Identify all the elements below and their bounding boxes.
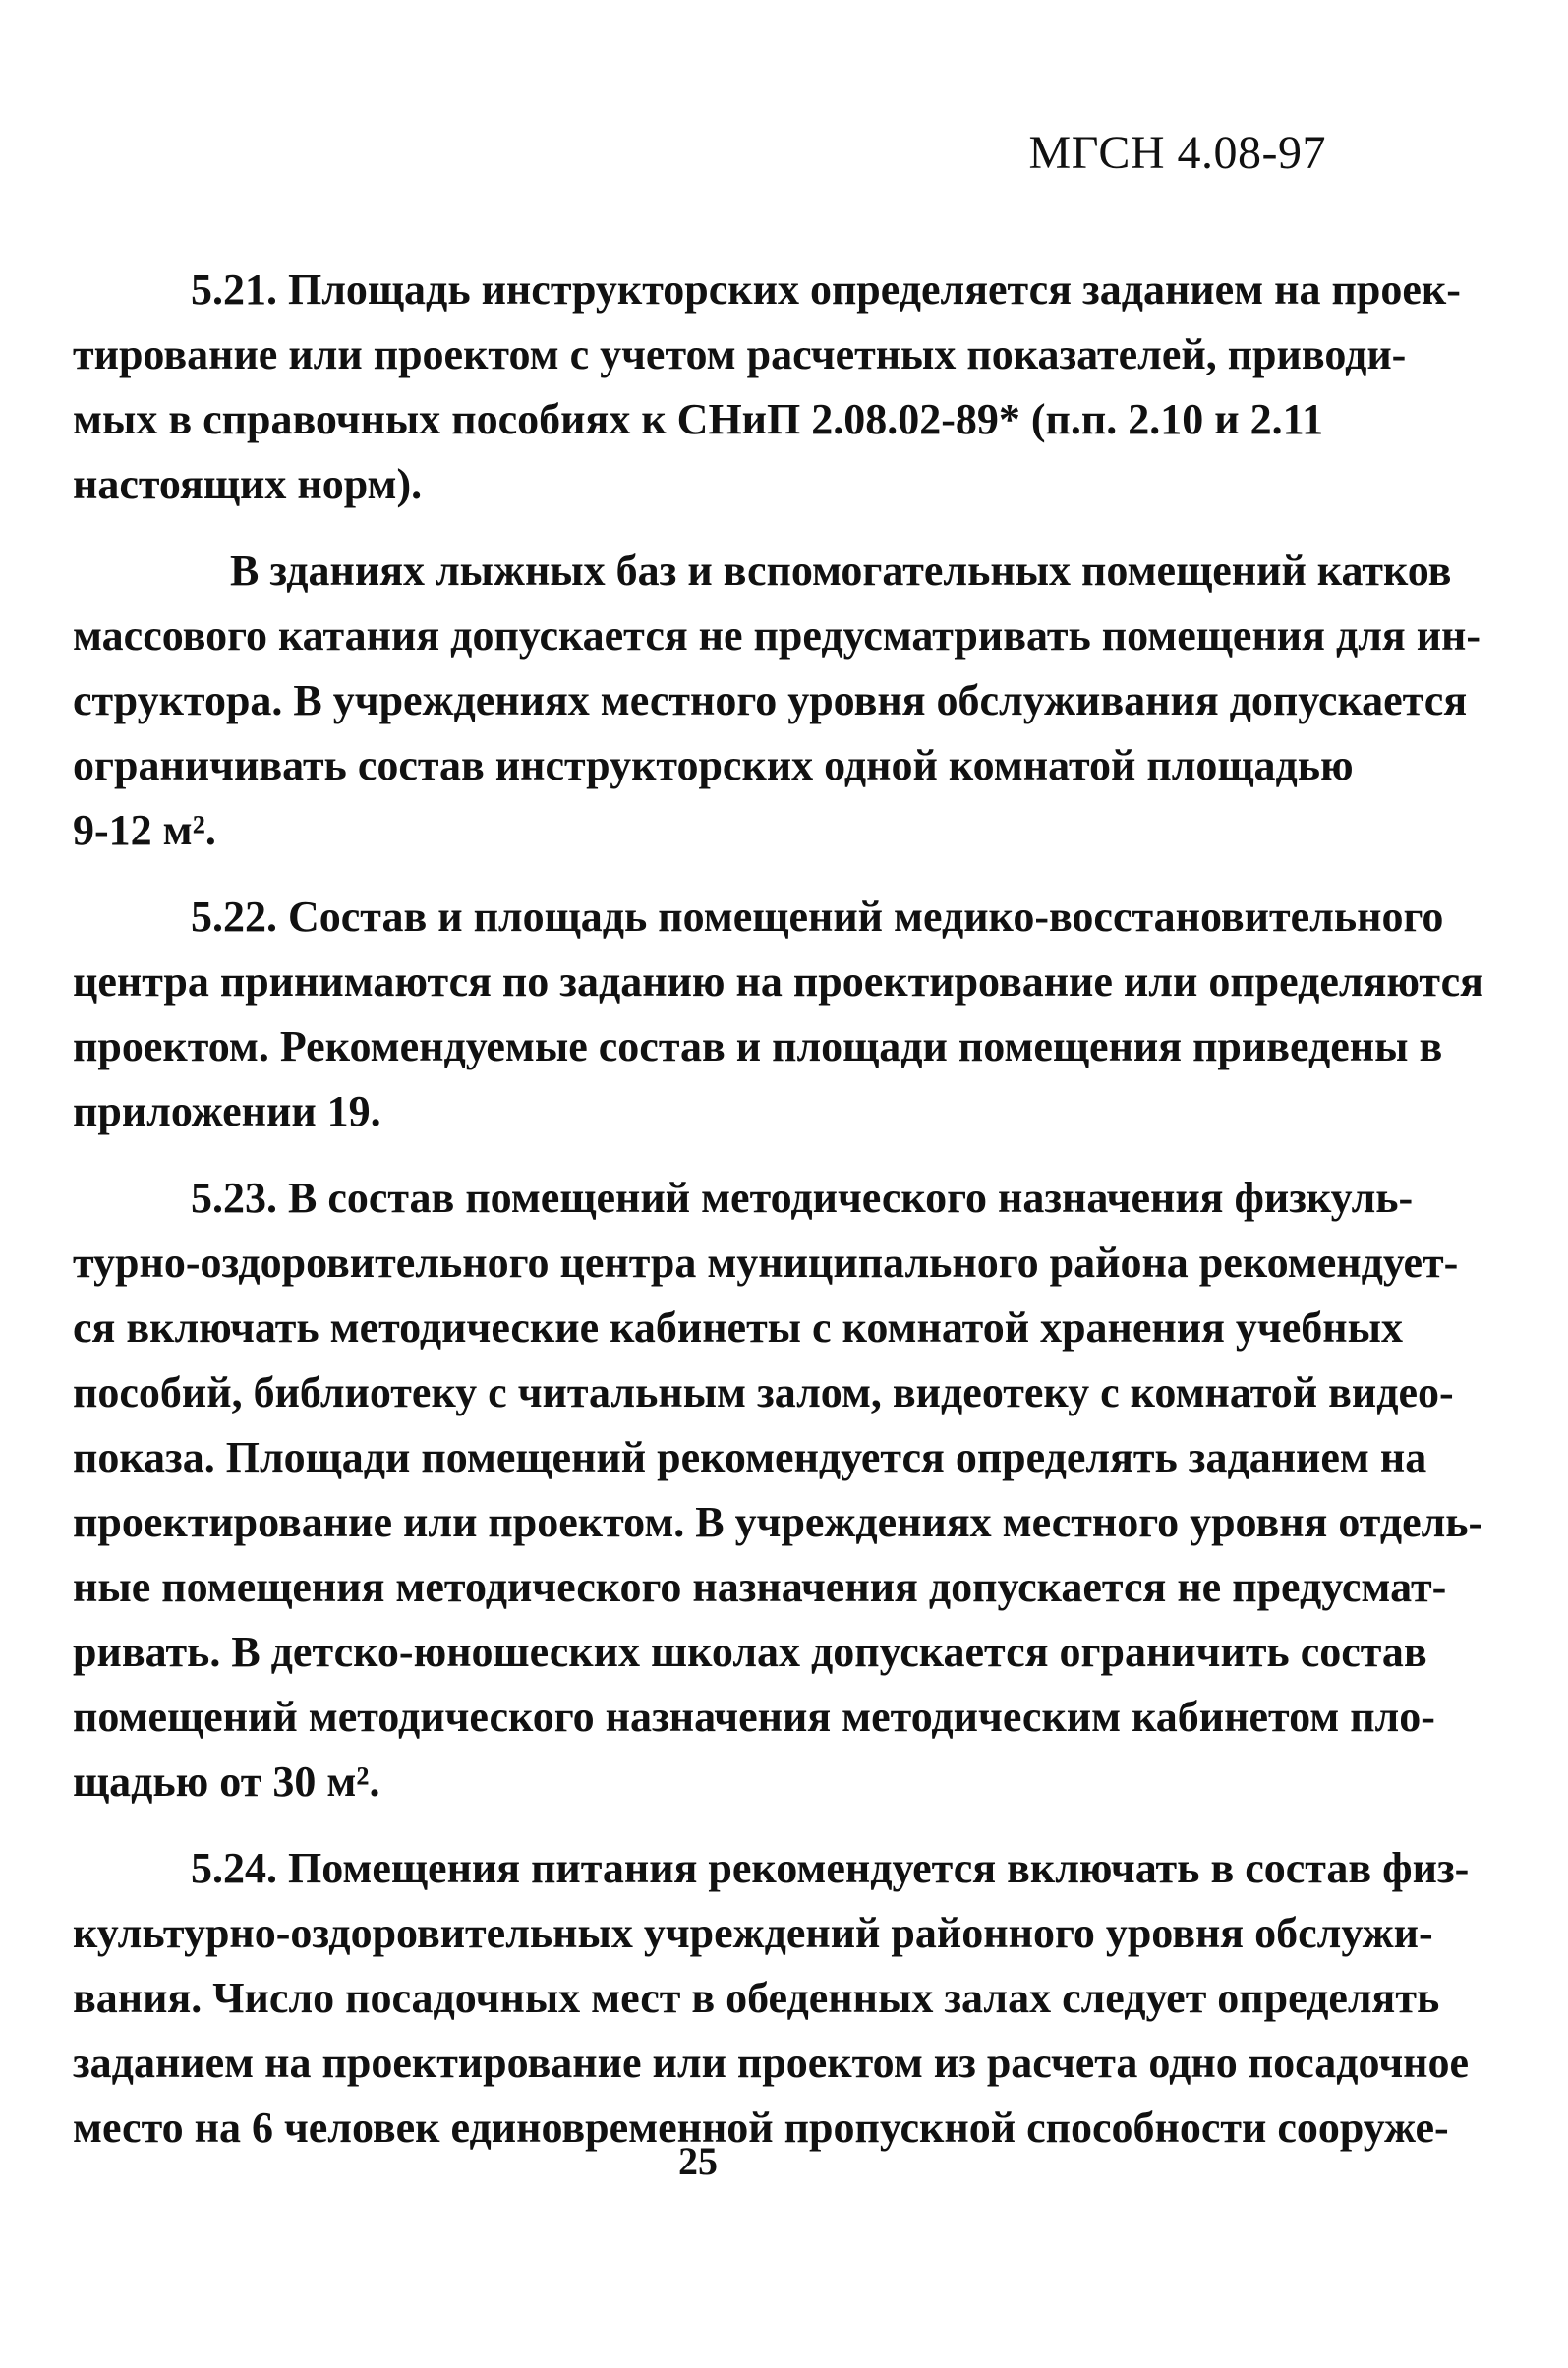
text-line: проектом. Рекомендуемые состав и площади помещения приведены в: [73, 1022, 1443, 1070]
text-line: В зданиях лыжных баз и вспомогательных помещений катков: [230, 547, 1452, 595]
paragraph-5-21: [73, 258, 1461, 517]
page-number: 25: [678, 2139, 718, 2183]
paragraph-5-22: [73, 885, 1483, 1144]
paragraph-ski-bases: [73, 539, 1481, 863]
text-line: структора. В учреждениях местного уровня обслуживания допускается: [73, 676, 1468, 724]
text-line: культурно-оздоровительных учреждений районного уровня обслужи-: [73, 1909, 1433, 1957]
text-line: приложении 19.: [73, 1087, 381, 1135]
body-text: [73, 258, 1483, 2161]
text-line: помещений методического назначения методическим кабинетом пло-: [73, 1693, 1435, 1741]
text-line: тирование или проектом с учетом расчетных показателей, приводи-: [73, 330, 1407, 378]
text-line: ные помещения методического назначения допускается не предусмат-: [73, 1563, 1447, 1611]
paragraph-5-23: [73, 1166, 1483, 1815]
text-line: ся включать методические кабинеты с комнатой хранения учебных: [73, 1303, 1403, 1352]
text-line: массового катания допускается не предусматривать помещения для ин-: [73, 611, 1481, 660]
text-line: 5.24. Помещения питания рекомендуется включать в состав физ-: [191, 1844, 1470, 1892]
text-line: 5.21. Площадь инструкторских определяется заданием на проек-: [191, 265, 1461, 314]
text-line: щадью от 30 м².: [73, 1758, 380, 1806]
text-line: пособий, библиотеку с читальным залом, видеотеку с комнатой видео-: [73, 1368, 1454, 1416]
text-line: 5.22. Состав и площадь помещений медико-восстановительного: [191, 893, 1444, 941]
text-line: проектирование или проектом. В учреждениях местного уровня отдель-: [73, 1498, 1483, 1546]
text-line: заданием на проектирование или проектом из расчета одно посадочное: [73, 2039, 1470, 2087]
text-line: турно-оздоровительного центра муниципального района рекомендует-: [73, 1239, 1459, 1287]
document-code: МГСН 4.08-97: [1028, 127, 1326, 179]
paragraph-5-24: [73, 1836, 1470, 2161]
text-line: центра принимаются по заданию на проектирование или определяются: [73, 957, 1483, 1006]
text-line: 5.23. В состав помещений методического назначения физкуль-: [191, 1174, 1414, 1222]
text-line: 9-12 м².: [73, 806, 216, 854]
text-line: ограничивать состав инструкторских одной комнатой площадью: [73, 741, 1354, 789]
text-line: показа. Площади помещений рекомендуется определять заданием на: [73, 1433, 1427, 1481]
text-line: настоящих норм).: [73, 460, 423, 508]
text-line: вания. Число посадочных мест в обеденных залах следует определять: [73, 1974, 1440, 2022]
text-line: ривать. В детско-юношеских школах допускается ограничить состав: [73, 1628, 1427, 1676]
text-line: место на 6 человек единовременной пропускной способности сооруже-: [73, 2104, 1449, 2152]
text-line: мых в справочных пособиях к СНиП 2.08.02-89* (п.п. 2.10 и 2.11: [73, 395, 1324, 443]
